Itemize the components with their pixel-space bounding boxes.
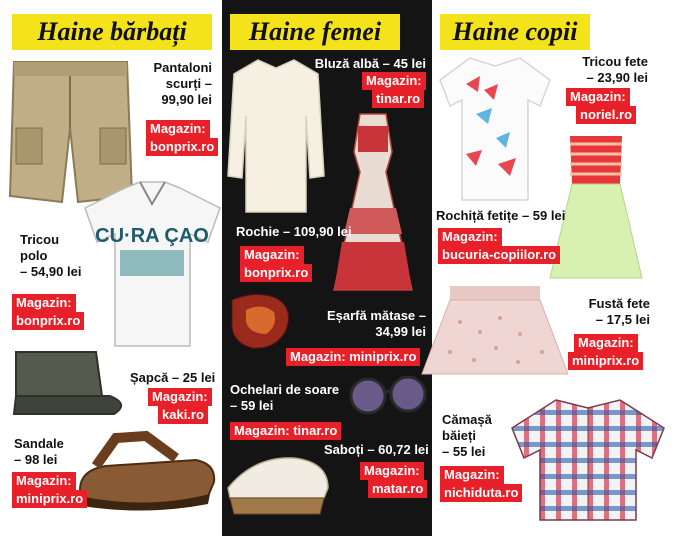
- sandals-shop-link[interactable]: miniprix.ro: [12, 490, 87, 508]
- polo-label: Tricou polo – 54,90 lei: [20, 232, 82, 279]
- cap-shop-label: Magazin:: [148, 388, 212, 406]
- scarf-image: [226, 290, 296, 354]
- sandals-shop-label: Magazin:: [12, 472, 76, 490]
- girltee-shop-link[interactable]: noriel.ro: [576, 106, 636, 124]
- cap-image: [10, 344, 135, 429]
- shorts-shop-link[interactable]: bonprix.ro: [146, 138, 218, 156]
- shirt-shop-label: Magazin:: [440, 466, 504, 484]
- sandals-image: [76, 430, 218, 512]
- clogs-image: [224, 448, 334, 518]
- dress-shop-link[interactable]: bonprix.ro: [240, 264, 312, 282]
- dress-label: Rochie – 109,90 lei: [236, 224, 352, 239]
- blouse-shop-label: Magazin:: [362, 72, 426, 90]
- dress-image: [332, 112, 414, 294]
- shirt-image: [508, 394, 668, 524]
- girltee-image: [436, 54, 554, 204]
- sandals-label: Sandale – 98 lei: [14, 436, 64, 467]
- shorts-label: Pantaloni scurți – 99,90 lei: [153, 60, 212, 107]
- girldress-shop-link[interactable]: bucuria-copiilor.ro: [438, 246, 560, 264]
- glasses-label: Ochelari de soare – 59 lei: [230, 382, 340, 413]
- girltee-shop-label: Magazin:: [566, 88, 630, 106]
- header-women: Haine femei: [230, 14, 400, 50]
- girltee-label: Tricou fete – 23,90 lei: [582, 54, 648, 85]
- glasses-shop-link[interactable]: Magazin: tinar.ro: [230, 422, 341, 440]
- header-kids: Haine copii: [440, 14, 590, 50]
- clogs-shop-label: Magazin:: [360, 462, 424, 480]
- dress-shop-label: Magazin:: [240, 246, 304, 264]
- scarf-label: Eșarfă mătase – 34,99 lei: [326, 308, 426, 339]
- polo-shop-label: Magazin:: [12, 294, 76, 312]
- scarf-shop-link[interactable]: Magazin: miniprix.ro: [286, 348, 420, 366]
- blouse-label: Bluză albă – 45 lei: [314, 56, 426, 71]
- shirt-label: Cămașă băieți – 55 lei: [442, 412, 492, 459]
- polo-shop-link[interactable]: bonprix.ro: [12, 312, 84, 330]
- polo-image: [80, 180, 225, 350]
- girldress-label: Rochiță fetițe – 59 lei: [436, 208, 566, 223]
- polo-print: CU·RA ÇAO: [95, 225, 209, 247]
- skirt-shop-link[interactable]: miniprix.ro: [568, 352, 643, 370]
- shirt-shop-link[interactable]: nichiduta.ro: [440, 484, 522, 502]
- skirt-label: Fustă fete – 17,5 lei: [588, 296, 650, 327]
- skirt-image: [420, 282, 570, 382]
- blouse-shop-link[interactable]: tinar.ro: [372, 90, 424, 108]
- blouse-image: [226, 56, 326, 216]
- clogs-shop-link[interactable]: matar.ro: [368, 480, 427, 498]
- cap-shop-link[interactable]: kaki.ro: [158, 406, 208, 424]
- glasses-image: [348, 372, 428, 416]
- shorts-shop-label: Magazin:: [146, 120, 210, 138]
- clogs-label: Saboți – 60,72 lei: [324, 442, 429, 457]
- skirt-shop-label: Magazin:: [574, 334, 638, 352]
- girldress-shop-label: Magazin:: [438, 228, 502, 246]
- cap-label: Șapcă – 25 lei: [130, 370, 216, 385]
- header-men: Haine bărbați: [12, 14, 212, 50]
- girldress-image: [548, 132, 644, 282]
